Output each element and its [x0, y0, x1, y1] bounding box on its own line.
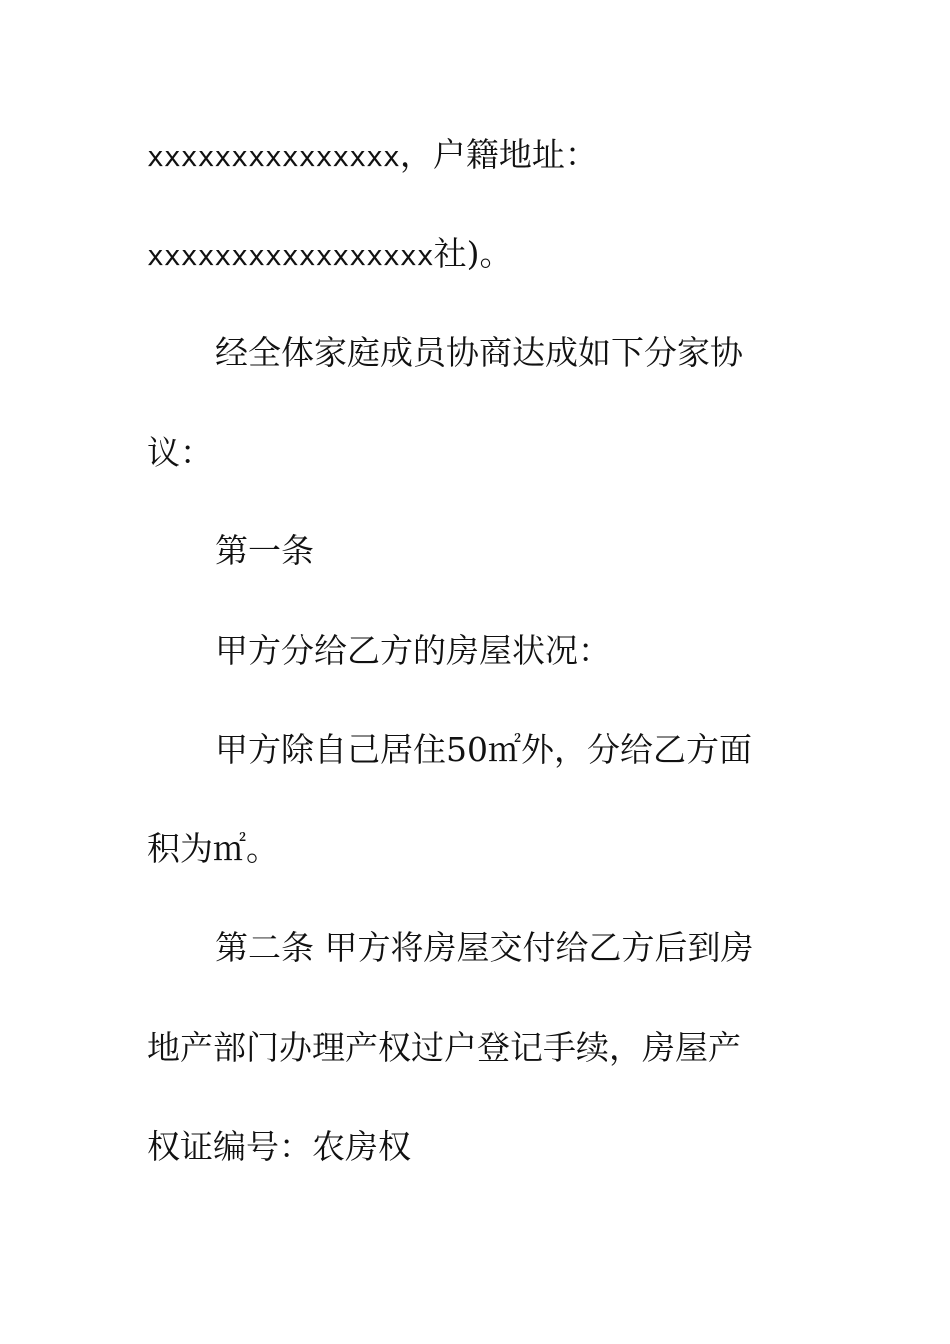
article-heading: 第一条: [215, 531, 314, 570]
paragraph-line: 甲方分给乙方的房屋状况：: [215, 631, 611, 670]
paragraph-line: 议：: [147, 433, 213, 472]
paragraph-line: 积为㎡。: [147, 829, 279, 868]
redacted-id: xxxxxxxxxxxxxxx: [147, 140, 400, 173]
paragraph-line: 地产部门办理产权过户登记手续，房屋产: [147, 1028, 741, 1067]
paragraph-line: 第二条 甲方将房屋交付给乙方后到房: [215, 928, 754, 967]
paragraph-line: 经全体家庭成员协商达成如下分家协: [215, 333, 743, 372]
line-text: ，户籍地址：: [399, 135, 598, 174]
paragraph-line: 权证编号：农房权: [147, 1127, 411, 1166]
paragraph-line: [147, 234, 807, 276]
line-text: 社)。: [433, 234, 513, 273]
paragraph-line: [147, 135, 807, 177]
redacted-address: xxxxxxxxxxxxxxxxx: [147, 239, 434, 272]
paragraph-line: 甲方除自己居住50㎡外，分给乙方面: [215, 730, 752, 769]
